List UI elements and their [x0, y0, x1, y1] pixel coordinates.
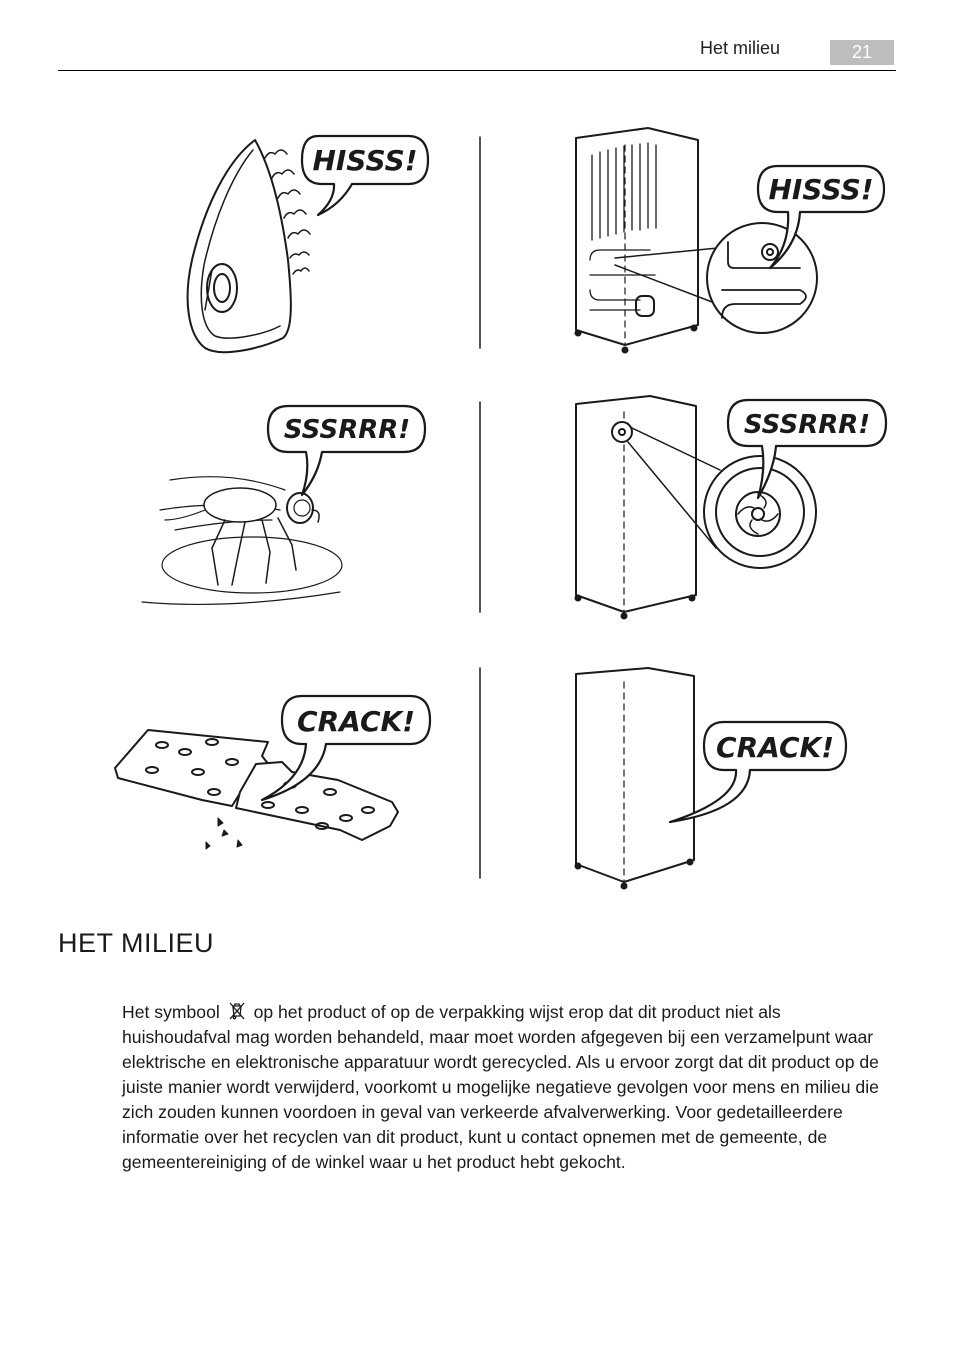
body-paragraph	[122, 1000, 894, 1175]
speech-bubble-text: SSSRRR!	[743, 410, 871, 440]
section-title: HET MILIEU	[58, 928, 215, 958]
page-number: 21	[830, 40, 894, 65]
speech-bubble-text: HISSS!	[768, 173, 874, 206]
fly-illustration	[142, 477, 342, 605]
steam-iron-illustration	[188, 140, 310, 352]
speech-bubble-text: SSSRRR!	[283, 415, 411, 445]
paragraph-intro: Het symbool	[122, 1002, 220, 1022]
paragraph-body: op het product of op de verpakking wijst erop dat dit product niet als huishoudafval mag worden behandeld, maar moet worden afgegeven bij een verzamelpunt waar elektrische en elektronische apparatuur wordt gerecycled. Als u ervoor zorgt dat dit product op de juiste manier wordt verwijderd, voorkomt u mogelijke negatieve gevolgen voor mens en milieu die zich zouden kunnen voordoen in geval van verkeerde afvalverwerking. Voor gedetailleerdere informatie over het recyclen van dit product, kunt u contact opnemen met de gemeente, de gemeentereiniging of de winkel waar u het product hebt gekocht.	[122, 1002, 879, 1172]
speech-bubble-text: HISSS!	[312, 144, 418, 177]
speech-bubble	[268, 406, 425, 495]
crossed-out-wheelie-bin-icon	[227, 1001, 247, 1021]
speech-bubble-text: CRACK!	[297, 705, 415, 738]
fridge-cabinet-illustration	[576, 668, 695, 889]
speech-bubble-text: CRACK!	[716, 731, 834, 764]
cracker-illustration	[115, 730, 398, 849]
speech-bubble	[302, 136, 428, 215]
fridge-condenser-illustration	[576, 128, 818, 353]
speech-bubble	[670, 722, 846, 822]
header-section-label: Het milieu	[700, 38, 781, 58]
